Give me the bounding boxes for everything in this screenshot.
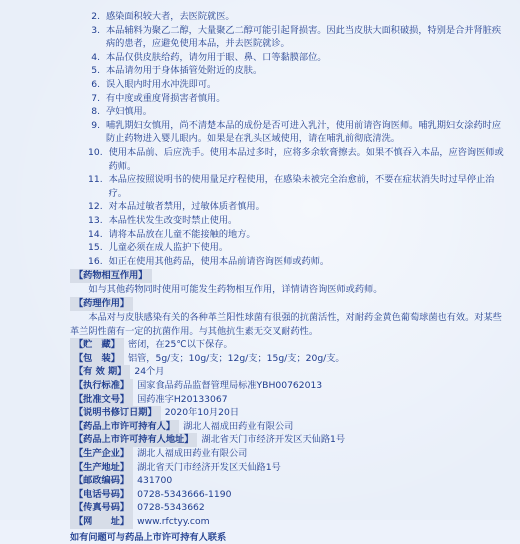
info-value: 湖北人福成田药业有限公司 bbox=[183, 420, 294, 432]
item-number: 16. bbox=[88, 255, 103, 267]
info-label: 【邮政编码】 bbox=[70, 474, 133, 488]
item-number: 10. bbox=[88, 146, 103, 158]
precaution-item bbox=[88, 10, 504, 24]
info-value: 国药准字H20133067 bbox=[137, 393, 228, 405]
info-label: 【生产企业】 bbox=[70, 447, 133, 461]
info-row bbox=[70, 393, 504, 407]
item-number: 6. bbox=[91, 78, 100, 90]
info-row bbox=[70, 338, 504, 352]
info-row bbox=[70, 406, 504, 420]
item-text: 哺乳期妇女慎用，尚不清楚本品的成份是否可进入乳汁，使用前请咨询医师。哺乳期妇女涂药时应防止药物进入婴儿眼内。如果是在乳头区域使用，请在哺乳前彻底清洗。 bbox=[106, 119, 502, 145]
info-label: 【药品上市许可持有人】 bbox=[70, 420, 179, 434]
info-value: 431700 bbox=[137, 475, 173, 487]
item-text: 本品性状发生改变时禁止使用。 bbox=[108, 214, 238, 226]
item-number: 2. bbox=[91, 11, 100, 22]
info-value: 0728-5343662 bbox=[137, 502, 205, 514]
info-value: 2020年10月20日 bbox=[164, 407, 240, 419]
precaution-item bbox=[88, 214, 504, 228]
info-value: 24个月 bbox=[134, 366, 165, 378]
item-text: 误入眼内时用水冲洗即可。 bbox=[106, 78, 217, 90]
item-text: 本品辅料为聚乙二醇，大量聚乙二醇可能引起肾损害。因此当皮肤大面积破损，特别是合并肾脏疾病的患者，应避免使用本品，并去医院就诊。 bbox=[106, 24, 502, 50]
info-value: 0728-5343666-1190 bbox=[137, 488, 232, 500]
info-fields bbox=[74, 338, 504, 528]
item-number: 13. bbox=[88, 214, 103, 226]
item-text: 对本品过敏者禁用，过敏体质者慎用。 bbox=[108, 201, 265, 213]
info-row bbox=[70, 365, 504, 379]
interaction-text: 如与其他药物同时使用可能发生药物相互作用，详情请咨询医师或药师。 bbox=[88, 283, 383, 295]
precaution-item bbox=[88, 64, 504, 78]
item-text: 本品仅供皮肤给药，请勿用于眼、鼻、口等黏膜部位。 bbox=[106, 51, 327, 63]
item-text: 使用本品前、后应洗手。使用本品过多时，应将多余软膏擦去。如果不慎吞入本品，应咨询医师或药师。 bbox=[108, 146, 504, 172]
info-value: 湖北省天门市经济开发区天仙路1号 bbox=[137, 461, 281, 473]
item-number: 9. bbox=[91, 119, 100, 131]
item-number: 8. bbox=[91, 106, 100, 118]
info-label: 【网 址】 bbox=[70, 515, 133, 529]
item-text: 请将本品放在儿童不能接触的地方。 bbox=[108, 228, 256, 240]
info-value: www.rfctyy.com bbox=[137, 515, 210, 527]
precaution-item bbox=[88, 24, 504, 51]
info-label: 【有 效 期】 bbox=[70, 365, 130, 379]
item-text: 如正在使用其他药品，使用本品前请咨询医师或药师。 bbox=[108, 255, 330, 267]
info-value: 国家食品药品监督管理局标准YBH00762013 bbox=[137, 380, 323, 392]
item-number: 15. bbox=[88, 242, 103, 254]
info-label: 【生产地址】 bbox=[70, 461, 133, 475]
info-row bbox=[70, 433, 504, 447]
info-value: 铝管，5g/支；10g/支；12g/支；15g/支；20g/支。 bbox=[127, 352, 345, 364]
info-value: 湖北人福成田药业有限公司 bbox=[137, 448, 248, 459]
info-row bbox=[70, 515, 504, 529]
precaution-item bbox=[88, 146, 504, 173]
info-label: 【贮 藏】 bbox=[70, 338, 124, 352]
info-label: 【批准文号】 bbox=[70, 393, 133, 407]
info-value: 密闭，在25℃以下保存。 bbox=[127, 339, 233, 351]
info-label: 【说明书修订日期】 bbox=[70, 406, 161, 420]
item-number: 3. bbox=[91, 24, 100, 36]
pharmacology-section bbox=[70, 296, 504, 311]
precaution-item bbox=[88, 173, 504, 200]
info-row bbox=[70, 488, 504, 502]
precaution-item bbox=[88, 78, 504, 92]
interaction-section bbox=[70, 268, 504, 283]
info-row bbox=[70, 474, 504, 488]
item-number: 7. bbox=[91, 92, 100, 104]
pharmacology-text: 本品对与皮肤感染有关的各种革兰阳性球菌有很强的抗菌活性，对耐药金黄色葡萄球菌也有效。对某些革兰阴性菌有一定的抗菌作用。与其他抗生素无交叉耐药性。 bbox=[70, 312, 502, 337]
interaction-title: 【药物相互作用】 bbox=[70, 269, 152, 283]
precaution-item bbox=[88, 200, 504, 214]
info-row bbox=[70, 379, 504, 393]
precaution-item bbox=[88, 119, 504, 146]
pharmacology-title: 【药理作用】 bbox=[70, 297, 133, 311]
info-row bbox=[70, 352, 504, 366]
info-label: 【传真号码】 bbox=[70, 501, 133, 515]
item-number: 12. bbox=[88, 201, 103, 213]
precaution-item bbox=[88, 255, 504, 269]
item-number: 5. bbox=[91, 65, 100, 77]
precaution-item bbox=[88, 51, 504, 65]
footer-contact: 如有问题可与药品上市许可持有人联系 bbox=[70, 531, 227, 543]
item-text: 本品请勿用于身体插管处附近的皮肤。 bbox=[106, 65, 263, 77]
info-row bbox=[70, 447, 504, 461]
info-label: 【执行标准】 bbox=[70, 379, 133, 393]
info-label: 【包 装】 bbox=[70, 352, 124, 366]
info-row bbox=[70, 420, 504, 434]
item-number: 11. bbox=[88, 174, 103, 186]
info-row bbox=[70, 501, 504, 515]
item-text: 有中度或重度肾损害者慎用。 bbox=[106, 92, 226, 104]
info-value: 湖北省天门市经济开发区天仙路1号 bbox=[201, 434, 346, 446]
info-label: 【电话号码】 bbox=[70, 488, 133, 502]
precaution-item bbox=[88, 105, 504, 119]
precaution-item bbox=[88, 228, 504, 242]
info-label: 【药品上市许可持有人地址】 bbox=[70, 433, 197, 447]
item-text: 孕妇慎用。 bbox=[106, 106, 152, 118]
item-number: 14. bbox=[88, 228, 103, 240]
item-text: 感染面积较大者，去医院就医。 bbox=[106, 11, 235, 22]
item-number: 4. bbox=[91, 51, 100, 63]
precaution-item bbox=[88, 241, 504, 255]
precaution-list bbox=[88, 10, 504, 268]
precaution-item bbox=[88, 92, 504, 106]
item-text: 本品应按照说明书的使用量足疗程使用，在感染未被完全治愈前，不要在症状消失时过早停止治疗。 bbox=[108, 174, 495, 199]
item-text: 儿童必须在成人监护下使用。 bbox=[108, 242, 229, 254]
info-row bbox=[70, 461, 504, 475]
